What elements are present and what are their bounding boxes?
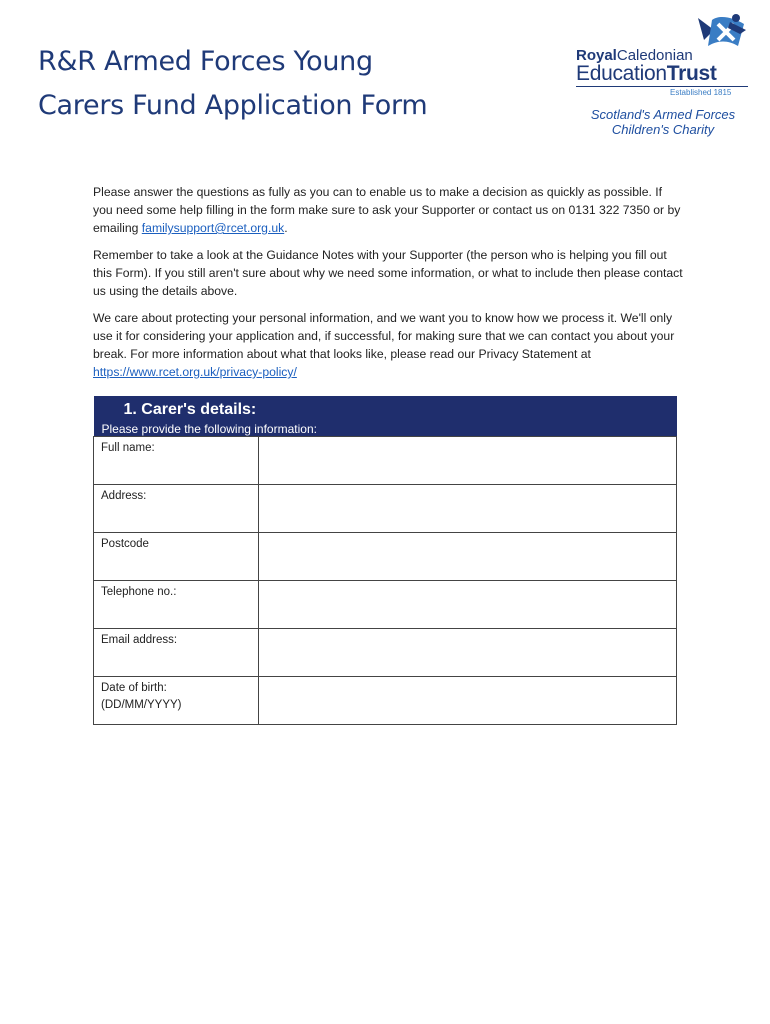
email-link[interactable]: familysupport@rcet.org.uk	[141, 221, 285, 235]
date-of-birth-label-line1: Date of birth:	[101, 682, 167, 694]
intro-p1-text: Please answer the questions as fully as you can to enable us to make a decision as quickly as possible. If you need some help filling in the form make sure to ask your Supporter or contact us on 0131 322 7350 or by emailing	[93, 185, 681, 235]
full-name-label: Full name:	[94, 437, 259, 485]
intro-text	[93, 183, 683, 390]
postcode-field[interactable]	[259, 533, 677, 581]
logo-royal: Royal	[576, 47, 617, 64]
logo-education: Education	[576, 62, 667, 85]
intro-paragraph-2: Remember to take a look at the Guidance Notes with your Supporter (the person who is helping you fill out this Form). If you still aren't sure about why we need some information, or what to include then please contact us using the details above.	[93, 248, 683, 298]
table-row	[94, 437, 677, 485]
page-title-line1: R&R Armed Forces Young	[38, 46, 373, 77]
email-field[interactable]	[259, 629, 677, 677]
privacy-policy-link[interactable]: https://www.rcet.org.uk/privacy-policy/	[93, 365, 297, 379]
intro-paragraph-1	[93, 183, 683, 237]
flag-emblem-icon	[694, 10, 752, 60]
logo-caledonian: Caledonian	[616, 47, 693, 64]
section-subtitle: Please provide the following information:	[101, 421, 317, 436]
date-of-birth-label	[94, 677, 259, 725]
logo-tagline-line2: Children's Charity	[611, 122, 715, 137]
rcet-logo	[570, 10, 760, 140]
logo-established: Established 1815	[670, 88, 732, 97]
table-row	[94, 485, 677, 533]
address-label: Address:	[94, 485, 259, 533]
logo-tagline	[588, 107, 738, 137]
postcode-label: Postcode	[94, 533, 259, 581]
telephone-label: Telephone no.:	[94, 581, 259, 629]
carers-details-table	[93, 396, 677, 725]
email-label: Email address:	[94, 629, 259, 677]
date-of-birth-field[interactable]	[259, 677, 677, 725]
logo-tagline-line1: Scotland's Armed Forces	[590, 107, 736, 122]
section-title: 1. Carer's details:	[123, 400, 257, 418]
page-title	[38, 40, 538, 128]
telephone-field[interactable]	[259, 581, 677, 629]
table-row	[94, 629, 677, 677]
table-row	[94, 581, 677, 629]
address-field[interactable]	[259, 485, 677, 533]
logo-name-bottom	[576, 62, 717, 86]
intro-p3-text: We care about protecting your personal information, and we want you to know how we process it. We'll only use it for considering your application and, if successful, for making sure that we can contact you about your break. For more information about what that looks like, please read our Privacy Statement at	[93, 311, 675, 361]
date-of-birth-label-line2: (DD/MM/YYYY)	[101, 699, 182, 711]
intro-paragraph-3	[93, 309, 683, 381]
full-name-field[interactable]	[259, 437, 677, 485]
page-title-line2: Carers Fund Application Form	[38, 90, 428, 121]
logo-trust: Trust	[666, 62, 717, 85]
table-row	[94, 533, 677, 581]
section-header	[94, 396, 677, 437]
table-row	[94, 677, 677, 725]
logo-divider	[576, 86, 748, 87]
intro-p1-end: .	[284, 221, 288, 235]
